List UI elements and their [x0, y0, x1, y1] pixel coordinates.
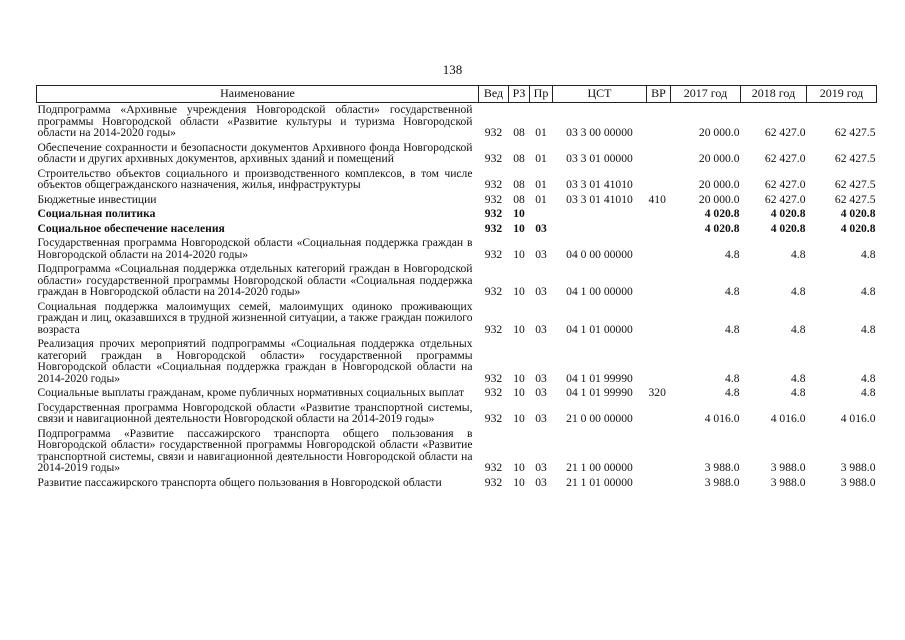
table-row: [37, 167, 877, 193]
header-2017: 2017 год: [671, 86, 741, 103]
row-rz: 08: [513, 126, 525, 139]
row-rz: 08: [513, 152, 525, 165]
row-2019: 62 427.5: [834, 152, 876, 165]
row-2019: 62 427.5: [834, 178, 876, 191]
row-2017: 4 020.8: [704, 207, 740, 220]
row-vr: [647, 427, 671, 476]
row-ved: 932: [484, 221, 503, 235]
row-vr: [647, 476, 671, 491]
row-2017: 4 016.0: [704, 412, 740, 425]
row-pr: 01: [535, 152, 547, 165]
row-2017: 4.8: [725, 371, 740, 385]
row-cst: 04 1 01 99990: [566, 371, 633, 385]
row-2018: 4 016.0: [770, 412, 806, 425]
row-rz: 10: [513, 322, 525, 336]
table-body: [37, 103, 877, 491]
table-row: [37, 427, 877, 476]
row-2017: 3 988.0: [704, 475, 740, 489]
row-2017: 4.8: [725, 322, 740, 336]
row-name: Подпрограмма «Архивные учреждения Новгородской области» государственной программы Новгородской области «Развитие культуры и туризма Новгородской области на 2014-2020 годы»: [37, 103, 473, 139]
row-ved: 932: [484, 475, 503, 489]
header-2019: 2019 год: [807, 86, 877, 103]
row-vr: [647, 236, 671, 262]
table-row: [37, 300, 877, 338]
row-name: Бюджетные инвестиции: [37, 192, 157, 206]
row-cst: 03 3 01 41010: [566, 192, 633, 206]
row-2018: 4 020.8: [770, 207, 806, 220]
row-rz: 10: [513, 371, 525, 385]
row-pr: 03: [535, 386, 547, 399]
row-name: Подпрограмма «Социальная поддержка отдельных категорий граждан в Новгородской области» государственной программы Новгородской области «Социальная поддержка граждан в Новгородской области на 2014-2020 годы»: [37, 262, 473, 298]
row-pr: 03: [535, 221, 547, 235]
table-row: [37, 193, 877, 208]
row-2017: 20 000.0: [698, 178, 740, 191]
row-2018: 3 988.0: [770, 461, 806, 474]
row-2018: 62 427.0: [764, 178, 806, 191]
row-vr: [647, 103, 671, 141]
header-2018: 2018 год: [741, 86, 807, 103]
table-row: [37, 262, 877, 300]
row-name: Подпрограмма «Развитие пассажирского транспорта общего пользования в Новгородской области» государственной программы Новгородской области «Развитие транспортной системы, связи и навигационной деятельности Новгородской области на 2014-2019 годы»: [37, 426, 473, 474]
row-ved: 932: [484, 285, 503, 298]
row-name: Развитие пассажирского транспорта общего пользования в Новгородской области: [37, 475, 442, 489]
row-2019: 4.8: [861, 322, 876, 336]
table-row: [37, 207, 877, 222]
row-2017: 4.8: [725, 285, 740, 298]
row-ved: 932: [484, 371, 503, 385]
row-cst: 21 1 00 00000: [566, 461, 633, 474]
row-cst: 03 3 01 00000: [566, 152, 633, 165]
row-pr: 01: [535, 192, 547, 206]
row-2019: 4.8: [861, 386, 876, 399]
row-name: Реализация прочих мероприятий подпрограммы «Социальная поддержка отдельных категорий граждан в Новгородской области» государственной программы Новгородской области «Социальная поддержка граждан в Новгородской области на 2014-2020 годы»: [37, 337, 473, 385]
row-pr: 03: [535, 322, 547, 336]
row-2019: 4 020.8: [840, 207, 876, 220]
row-2019: 3 988.0: [840, 461, 876, 474]
row-2018: 4 020.8: [770, 221, 806, 235]
row-name: Социальные выплаты гражданам, кроме публичных нормативных социальных выплат: [37, 386, 464, 399]
header-pr: Пр: [530, 86, 553, 103]
row-ved: 932: [484, 178, 503, 191]
row-ved: 932: [484, 126, 503, 139]
row-name: Обеспечение сохранности и безопасности документов Архивного фонда Новгородской области и других архивных документов, архивных зданий и помещений: [37, 140, 473, 165]
row-name: Строительство объектов социального и производственного комплексов, в том числе объектов общегражданского назначения, жилья, инфраструктуры: [37, 166, 473, 191]
row-vr: [647, 401, 671, 427]
row-2017: 3 988.0: [704, 461, 740, 474]
row-ved: 932: [484, 152, 503, 165]
row-2018: 4.8: [791, 371, 806, 385]
row-cst: 04 1 00 00000: [566, 285, 633, 298]
row-pr: 03: [535, 247, 547, 261]
table-row: [37, 141, 877, 167]
row-vr: [647, 337, 671, 386]
row-2019: 62 427.5: [834, 192, 876, 206]
row-2017: 20 000.0: [698, 192, 740, 206]
row-2018: 62 427.0: [764, 126, 806, 139]
row-vr: [647, 222, 671, 237]
row-cst: 21 0 00 00000: [566, 412, 633, 425]
row-rz: 10: [513, 247, 525, 261]
row-2019: 62 427.5: [834, 126, 876, 139]
row-cst: [553, 222, 647, 237]
row-rz: 10: [513, 285, 525, 298]
table-row: [37, 103, 877, 141]
row-rz: 10: [513, 221, 525, 235]
row-vr: [647, 167, 671, 193]
row-2019: 4.8: [861, 285, 876, 298]
row-cst: [553, 207, 647, 222]
row-pr: 03: [535, 461, 547, 474]
row-vr: 320: [648, 386, 666, 399]
row-2018: 4.8: [791, 285, 806, 298]
row-2018: 62 427.0: [764, 152, 806, 165]
row-pr: 03: [535, 285, 547, 298]
row-name: Государственная программа Новгородской области «Развитие транспортной системы, связи и навигационной деятельности Новгородской области на 2014-2019 годы»: [37, 400, 473, 425]
row-cst: 04 0 00 00000: [566, 247, 633, 261]
header-vr: ВР: [647, 86, 671, 103]
row-2019: 4.8: [861, 247, 876, 261]
row-2017: 20 000.0: [698, 152, 740, 165]
header-ved: Вед: [479, 86, 509, 103]
row-rz: 10: [513, 475, 525, 489]
row-rz: 10: [513, 461, 525, 474]
row-ved: 932: [484, 386, 503, 399]
row-ved: 932: [484, 322, 503, 336]
row-name: Социальное обеспечение населения: [37, 221, 225, 235]
row-2017: 4.8: [725, 386, 740, 399]
row-2017: 4.8: [725, 247, 740, 261]
row-2018: 4.8: [791, 247, 806, 261]
table-row: [37, 401, 877, 427]
row-cst: 04 1 01 00000: [566, 322, 633, 336]
row-ved: 932: [484, 247, 503, 261]
table-row: [37, 236, 877, 262]
budget-table: [36, 85, 877, 490]
table-row: [37, 476, 877, 491]
table-row: [37, 337, 877, 386]
row-2019: 4.8: [861, 371, 876, 385]
page-number: 138: [442, 62, 463, 77]
header-name: Наименование: [37, 86, 479, 103]
row-name: Социальная политика: [37, 207, 156, 220]
row-2018: 62 427.0: [764, 192, 806, 206]
row-pr: 03: [535, 412, 547, 425]
row-name: Государственная программа Новгородской области «Социальная поддержка граждан в Новгородской области на 2014-2020 годы»: [37, 236, 473, 261]
row-cst: 03 3 00 00000: [566, 126, 633, 139]
row-2019: 4 016.0: [840, 412, 876, 425]
row-pr: 03: [535, 475, 547, 489]
row-pr: [530, 207, 553, 222]
row-ved: 932: [484, 412, 503, 425]
row-rz: 10: [513, 386, 525, 399]
row-2019: 4 020.8: [840, 221, 876, 235]
row-cst: 21 1 01 00000: [566, 475, 633, 489]
row-cst: 04 1 01 99990: [566, 386, 633, 399]
row-vr: [647, 207, 671, 222]
row-2018: 4.8: [791, 322, 806, 336]
row-2018: 3 988.0: [770, 475, 806, 489]
row-pr: 03: [535, 371, 547, 385]
row-2018: 4.8: [791, 386, 806, 399]
row-2017: 4 020.8: [704, 221, 740, 235]
row-rz: 10: [513, 207, 525, 220]
row-rz: 08: [513, 192, 525, 206]
row-vr: [647, 300, 671, 338]
header-cst: ЦСТ: [553, 86, 647, 103]
row-ved: 932: [484, 192, 503, 206]
row-pr: 01: [535, 126, 547, 139]
row-2017: 20 000.0: [698, 126, 740, 139]
table-row: [37, 222, 877, 237]
row-name: Социальная поддержка малоимущих семей, малоимущих одиноко проживающих граждан и лиц, оказавшихся в трудной жизненной ситуации, а также граждан пожилого возраста: [37, 299, 473, 336]
row-rz: 08: [513, 178, 525, 191]
row-cst: 03 3 01 41010: [566, 178, 633, 191]
row-vr: 410: [648, 192, 666, 206]
row-vr: [647, 141, 671, 167]
header-rz: РЗ: [509, 86, 530, 103]
row-ved: 932: [484, 461, 503, 474]
row-rz: 10: [513, 412, 525, 425]
table-row: [37, 386, 877, 401]
row-vr: [647, 262, 671, 300]
table-header: [37, 86, 877, 103]
row-ved: 932: [484, 207, 503, 220]
row-pr: 01: [535, 178, 547, 191]
row-2019: 3 988.0: [840, 475, 876, 489]
